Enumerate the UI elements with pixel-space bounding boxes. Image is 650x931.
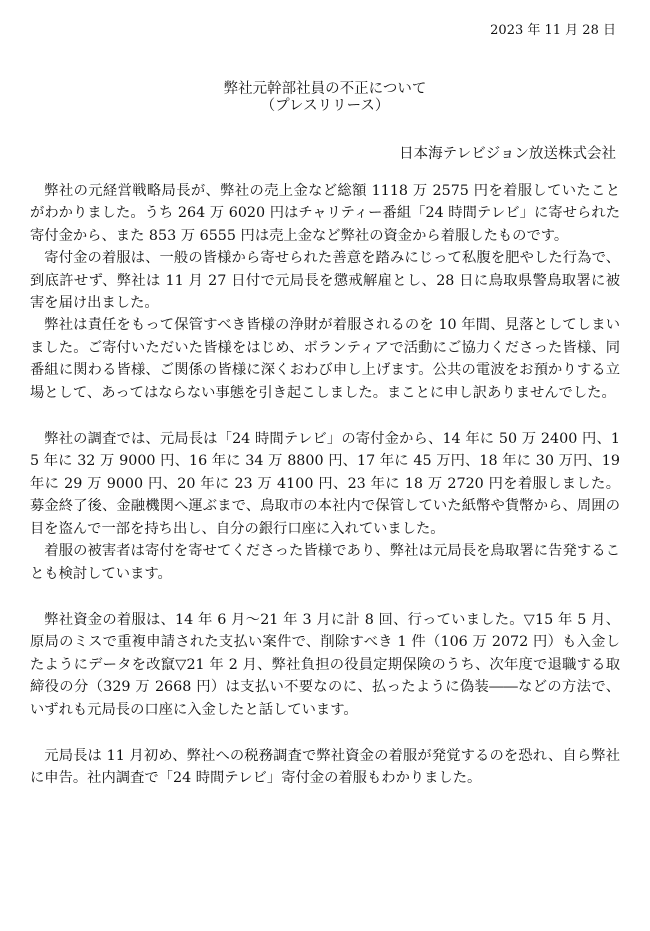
paragraph-self-report: 元局長は 11 月初め、弊社への税務調査で弊社資金の着服が発覚するのを恐れ、自ら弊社に申告。社内調査で「24 時間テレビ」寄付金の着服もわかりました。 [30,747,620,787]
release-date: 2023 年 11 月 28 日 [490,23,616,38]
paragraph-victims: 着服の被害者は寄付を寄せてくださった皆様であり、弊社は元局長を鳥取署に告発することも検討しています。 [30,543,620,582]
paragraph-company-funds: 弊社資金の着服は、14 年 6 月～21 年 3 月に計 8 回、行っていました。▽15 年 5 月、原局のミスで重複申請された支払い案件で、削除すべき 1 件（106 万 2072 円）も入金したようにデータを改竄▽21 年 2 月、弊社負担の役員定期保険のうち、次年度で退職する取締役の分（329 万 2668 円）は支払い不要なのに、払ったように偽装――などの方法で、いずれも元局長の口座に入金したと話しています。 [30,611,620,718]
issuer-name: 日本海テレビジョン放送株式会社 [399,146,616,162]
paragraph-donation-embezzlement: 寄付金の着服は、一般の皆様から寄せられた善意を踏みにじって私腹を肥やした行為で、到底許せず、弊社は 11 月 27 日付で元局長を懲戒解雇とし、28 日に鳥取県警鳥取署に被害を届け出ました。 [30,250,620,312]
paragraph-apology: 弊社は責任をもって保管すべき皆様の浄財が着服されるのを 10 年間、見落としてしまいました。ご寄付いただいた皆様をはじめ、ボランティアで活動にご協力くださった皆様、同番組に関わる皆様、ご関係の皆様に深くおわび申し上げます。公共の電波をお預かりする立場として、あってはならない事態を引き起こしました。まことに申し訳ありませんでした。 [30,317,620,401]
release-title: 弊社元幹部社員の不正について [223,81,427,97]
release-body [30,180,620,790]
paragraph-investigation: 弊社の調査では、元局長は「24 時間テレビ」の寄付金から、14 年に 50 万 2400 円、15 年に 32 万 9000 円、16 年に 34 万 8800 円、17 年に 45 万円、18 年に 30 万円、19 年に 29 万 9000 円、20 年に 23 万 4100 円、23 年に 18 万 2720 円を着服しました。募金終了後、金融機関へ運ぶまで、鳥取市の本社内で保管していた紙幣や貨幣から、周囲の目を盗んで一部を持ち出し、自分の銀行口座に入れていました。 [30,431,620,537]
paragraph-summary: 弊社の元経営戦略局長が、弊社の売上金など総額 1118 万 2575 円を着服していたことがわかりました。うち 264 万 6020 円はチャリティー番組「24 時間テレビ」に寄せられた寄付金から、また 853 万 6555 円は売上金など弊社の資金から着服したものです。 [30,183,620,244]
release-subtitle: （プレスリリース） [260,98,390,114]
